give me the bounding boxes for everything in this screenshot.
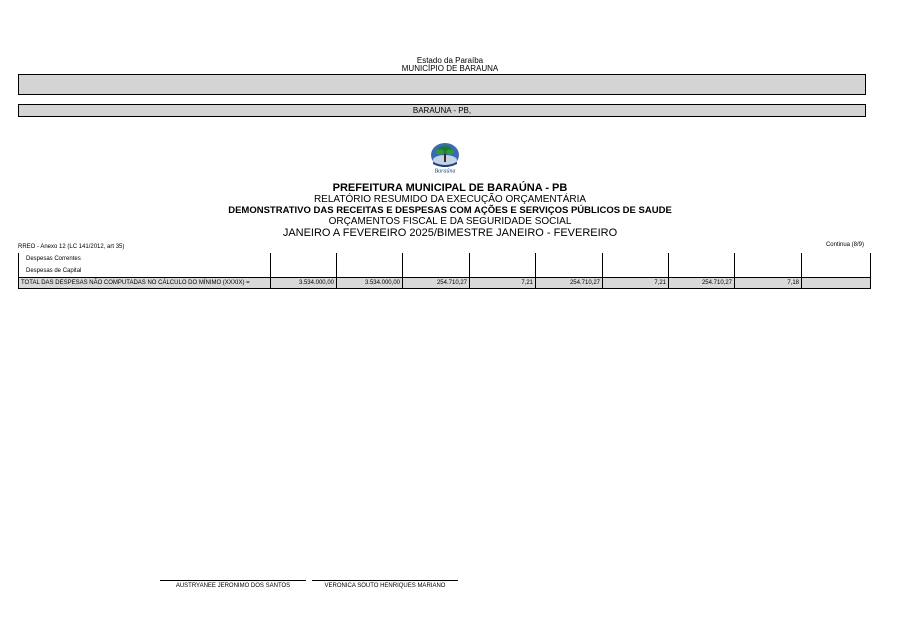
row-label: Despesas de Capital: [19, 265, 271, 278]
signature-line: [160, 580, 306, 581]
table-cell: [470, 265, 536, 278]
location-bar: [18, 104, 866, 117]
report-entity: PREFEITURA MUNICIPAL DE BARAÚNA - PB: [332, 182, 568, 194]
table-cell: [735, 265, 802, 278]
table-cell: [802, 253, 871, 265]
row-label: Despesas Correntes: [19, 253, 271, 265]
total-cell: 254.710,27: [536, 278, 603, 289]
signature-name: VERONICA SOUTO HENRIQUES MARIANO: [324, 583, 446, 589]
total-cell: 7,21: [470, 278, 536, 289]
header-state: Estado da Paraíba: [416, 56, 484, 65]
header-municipality: MUNICÍPIO DE BARAUNA: [401, 64, 499, 73]
table-cell: [271, 253, 337, 265]
continues-label: Continua (8/9): [825, 242, 864, 248]
total-label: TOTAL DAS DESPESAS NÃO COMPUTADAS NO CÁLCULO DO MÍNIMO (XXXIX) =: [19, 278, 271, 289]
location-label: BARAUNA - PB,: [412, 106, 472, 115]
table-cell: [403, 253, 470, 265]
total-row: [19, 278, 871, 289]
header-gray-bar: [18, 74, 866, 95]
signature-name: AUSTRYANEE JERONIMO DOS SANTOS: [175, 583, 291, 589]
report-subtitle: DEMONSTRATIVO DAS RECEITAS E DESPESAS COM AÇÕES E SERVIÇOS PÚBLICOS DE SAUDE: [228, 205, 672, 216]
report-title: RELATÓRIO RESUMIDO DA EXECUÇÃO ORÇAMENTÁRIA: [313, 194, 587, 205]
table-cell: [669, 265, 735, 278]
table-cell: [536, 265, 603, 278]
expenses-table: [18, 253, 871, 289]
table-cell: [470, 253, 536, 265]
table-cell: [337, 265, 403, 278]
table-cell: [735, 253, 802, 265]
total-cell: 7,18: [735, 278, 802, 289]
total-cell: 254.710,27: [403, 278, 470, 289]
report-period: JANEIRO A FEVEREIRO 2025/BIMESTRE JANEIRO - FEVEREIRO: [282, 227, 618, 239]
total-cell: [802, 278, 871, 289]
table-row: [19, 265, 871, 278]
table-cell: [669, 253, 735, 265]
total-cell: 3.534.000,00: [337, 278, 403, 289]
table-cell: [403, 265, 470, 278]
table-cell: [603, 265, 669, 278]
total-cell: 3.534.000,00: [271, 278, 337, 289]
total-cell: 254.710,27: [669, 278, 735, 289]
table-cell: [271, 265, 337, 278]
table-row: [19, 253, 871, 265]
table-cell: [802, 265, 871, 278]
annex-label: RREO - Anexo 12 (LC 141/2012, art 35): [18, 244, 125, 250]
table-cell: [536, 253, 603, 265]
logo-caption: Baraúna: [434, 168, 456, 174]
table-cell: [603, 253, 669, 265]
signature-line: [312, 580, 458, 581]
barauna-municipal-logo: [427, 142, 464, 174]
report-budgets: ORÇAMENTOS FISCAL E DA SEGURIDADE SOCIAL: [328, 216, 572, 227]
total-cell: 7,21: [603, 278, 669, 289]
table-cell: [337, 253, 403, 265]
